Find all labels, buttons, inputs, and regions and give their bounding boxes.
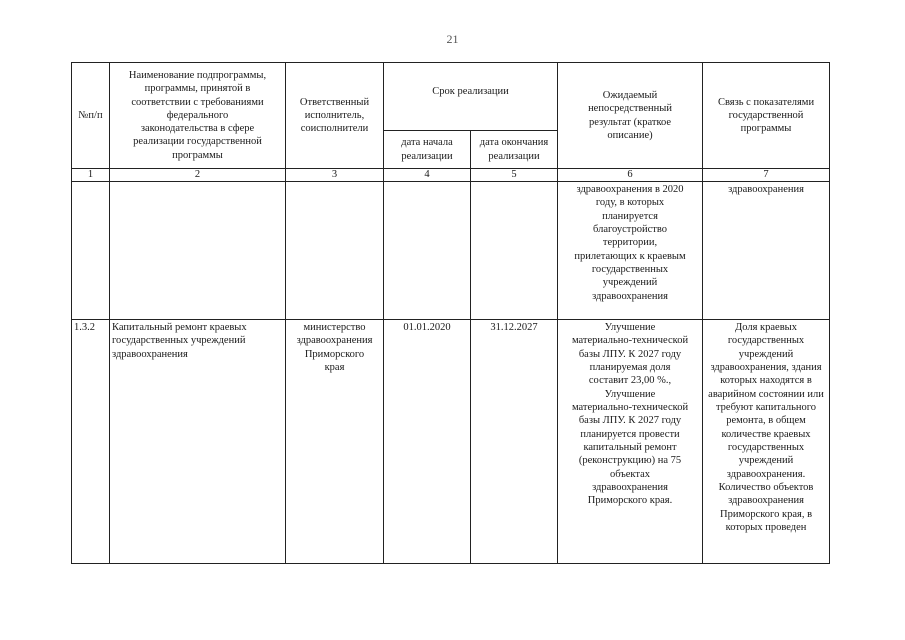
- cell-result: Улучшение материально-технической базы ЛПУ. К 2027 году планируемая доля составит 23,00 %., Улучшение материально-технической базы ЛПУ. К 2027 году планируется провести капитальный ремонт (реконструкцию) на 75 объектах здравоохранения Приморского края.: [558, 320, 703, 564]
- header-num: №п/п: [72, 63, 110, 169]
- cell-executor: министерство здравоохранения Приморского края: [286, 320, 384, 564]
- column-number: 5: [471, 169, 558, 182]
- column-number: 7: [703, 169, 830, 182]
- table-row: [72, 182, 830, 320]
- cell-num: [72, 182, 110, 320]
- program-table: [71, 62, 830, 564]
- column-number: 3: [286, 169, 384, 182]
- column-number: 6: [558, 169, 703, 182]
- header-row: [72, 63, 830, 131]
- column-number: 2: [110, 169, 286, 182]
- header-period: Срок реализации: [384, 63, 558, 131]
- header-executor: Ответственный исполнитель, соисполнители: [286, 63, 384, 169]
- cell-end: [471, 182, 558, 320]
- header-end: дата окончания реализации: [471, 131, 558, 169]
- page-number: 21: [446, 32, 459, 46]
- header-link: Связь с показателями государственной программы: [703, 63, 830, 169]
- header-start: дата начала реализации: [384, 131, 471, 169]
- header-name: Наименование подпрограммы, программы, принятой в соответствии с требованиями федерального законодательства в сфере реализации государственной программы: [110, 63, 286, 169]
- column-number: 4: [384, 169, 471, 182]
- cell-result: здравоохранения в 2020 году, в которых планируется благоустройство территории, прилетающих к краевым государственных учреждений здравоохранения: [558, 182, 703, 320]
- cell-name: Капитальный ремонт краевых государственных учреждений здравоохранения: [110, 320, 286, 564]
- cell-start: 01.01.2020: [384, 320, 471, 564]
- cell-name: [110, 182, 286, 320]
- header-result: Ожидаемый непосредственный результат (краткое описание): [558, 63, 703, 169]
- column-number-row: [72, 169, 830, 182]
- table-row: [72, 320, 830, 564]
- cell-link: Доля краевых государственных учреждений здравоохранения, здания которых находятся в аварийном состоянии или требуют капитального ремонта, в общем количестве краевых государственных учреждений здравоохранения. Количество объектов здравоохранения Приморского края, в которых проведен: [703, 320, 830, 564]
- cell-link: здравоохранения: [703, 182, 830, 320]
- cell-end: 31.12.2027: [471, 320, 558, 564]
- cell-num: 1.3.2: [72, 320, 110, 564]
- cell-executor: [286, 182, 384, 320]
- column-number: 1: [72, 169, 110, 182]
- cell-start: [384, 182, 471, 320]
